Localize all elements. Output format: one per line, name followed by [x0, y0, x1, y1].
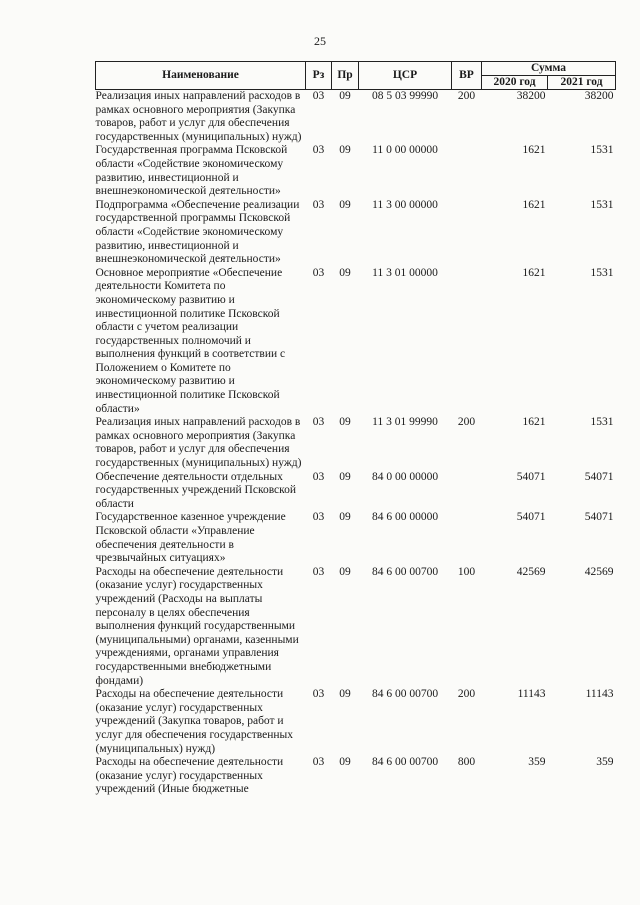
row-rz: 03 — [312, 198, 325, 211]
row-sum-2021: 1531 — [590, 144, 614, 157]
row-name: Подпрограмма «Обеспечение реализации государственной программы Псковской области «Содействие экономическому развитию, инвестиционной и внешнеэкономической деятельности» — [95, 198, 300, 266]
row-pr: 09 — [339, 511, 351, 524]
row-pr: 09 — [339, 416, 351, 429]
page-number: 25 — [314, 34, 326, 48]
table-row — [96, 471, 616, 512]
row-csr: 84 6 00 00700 — [371, 688, 439, 701]
row-vr: 200 — [457, 688, 476, 701]
row-pr: 09 — [339, 470, 351, 483]
row-vr — [452, 511, 482, 565]
row-sum-2021: 54071 — [584, 511, 614, 524]
row-csr: 11 3 01 00000 — [372, 266, 438, 279]
table-row — [96, 756, 616, 797]
row-sum-2021: 1531 — [590, 198, 614, 211]
row-vr: 200 — [457, 90, 476, 102]
header-name: Наименование — [96, 62, 306, 90]
row-sum-2021: 1531 — [590, 416, 614, 429]
table-row — [96, 416, 616, 470]
row-name: Государственное казенное учреждение Псковской области «Управление обеспечения деятельности в чрезвычайных ситуациях» — [95, 511, 286, 565]
row-rz: 03 — [312, 470, 325, 483]
table-body — [96, 90, 616, 797]
row-sum-2020: 1621 — [522, 198, 546, 211]
row-pr: 09 — [339, 565, 351, 578]
row-sum-2020: 38200 — [516, 90, 546, 102]
row-sum-2021: 1531 — [590, 266, 614, 279]
header-year-2021: 2021 год — [548, 76, 616, 90]
row-rz: 03 — [312, 756, 325, 769]
row-sum-2020: 11143 — [517, 688, 546, 701]
row-name: Государственная программа Псковской области «Содействие экономическому развитию, инвестиционной и внешнеэкономической деятельности» — [95, 144, 288, 198]
row-sum-2020: 54071 — [516, 470, 546, 483]
header-vr: ВР — [452, 62, 482, 90]
table-row — [96, 688, 616, 756]
row-vr — [452, 471, 482, 512]
row-vr — [452, 199, 482, 267]
row-vr — [452, 144, 482, 198]
row-sum-2020: 1621 — [522, 416, 546, 429]
row-rz: 03 — [312, 511, 325, 524]
table-row — [96, 267, 616, 417]
row-csr: 84 6 00 00700 — [371, 565, 439, 578]
row-vr — [452, 267, 482, 417]
row-pr: 09 — [339, 198, 351, 211]
row-name: Расходы на обеспечение деятельности (оказание услуг) государственных учреждений (Иные бюджетные — [95, 756, 284, 796]
row-sum-2020: 42569 — [516, 565, 546, 578]
row-pr: 09 — [339, 144, 351, 157]
row-csr: 11 3 00 00000 — [372, 198, 438, 211]
row-csr: 84 0 00 00000 — [371, 470, 439, 483]
row-rz: 03 — [312, 688, 325, 701]
row-pr: 09 — [339, 266, 351, 279]
row-vr: 200 — [457, 416, 476, 429]
row-sum-2020: 359 — [528, 756, 546, 769]
row-name: Основное мероприятие «Обеспечение деятельности Комитета по экономическому развитию и инвестиционной политике Псковской области с учетом реализации государственных полномочий и выполнения функций в соответствии с Положением о Комитете по экономическому развитию и инвестиционной политике Псковской области» — [95, 266, 286, 415]
row-rz: 03 — [312, 565, 325, 578]
table-row — [96, 511, 616, 565]
row-csr: 84 6 00 00000 — [371, 511, 439, 524]
row-rz: 03 — [312, 416, 325, 429]
header-rz: Рз — [306, 62, 332, 90]
row-rz: 03 — [312, 144, 325, 157]
row-csr: 08 5 03 99990 — [371, 90, 439, 102]
row-sum-2021: 38200 — [584, 90, 614, 102]
budget-table — [95, 61, 616, 797]
header-year-2020: 2020 год — [482, 76, 548, 90]
row-name: Расходы на обеспечение деятельности (оказание услуг) государственных учреждений (Закупка товаров, работ и услуг для обеспечения государственных (муниципальных) нужд) — [95, 688, 293, 755]
row-name: Обеспечение деятельности отдельных государственных учреждений Псковской области — [95, 470, 297, 510]
row-sum-2021: 11143 — [585, 688, 614, 701]
row-sum-2021: 54071 — [584, 470, 614, 483]
row-sum-2021: 42569 — [584, 565, 614, 578]
row-csr: 11 0 00 00000 — [372, 144, 438, 157]
row-name: Реализация иных направлений расходов в рамках основного мероприятия (Закупка товаров, работ и услуг для обеспечения государственных (муниципальных) нужд) — [95, 416, 302, 470]
table-row — [96, 90, 616, 145]
table-row — [96, 199, 616, 267]
table-header — [96, 62, 616, 90]
table-row — [96, 566, 616, 688]
header-sum: Сумма — [482, 62, 616, 76]
row-sum-2021: 359 — [596, 756, 614, 769]
row-csr: 11 3 01 99990 — [372, 416, 438, 429]
row-sum-2020: 54071 — [516, 511, 546, 524]
row-sum-2020: 1621 — [522, 144, 546, 157]
row-csr: 84 6 00 00700 — [371, 756, 439, 769]
row-rz: 03 — [312, 90, 325, 102]
header-csr: ЦСР — [359, 62, 452, 90]
row-name: Реализация иных направлений расходов в рамках основного мероприятия (Закупка товаров, работ и услуг для обеспечения государственных (муниципальных) нужд) — [95, 90, 302, 143]
row-pr: 09 — [339, 756, 351, 769]
table-row — [96, 144, 616, 198]
row-name: Расходы на обеспечение деятельности (оказание услуг) государственных учреждений (Расходы на выплаты персоналу в целях обеспечения выполнения функций государственными (муниципальными) органами, казенными учреждениями, органами управления государственными внебюджетными фондами) — [95, 565, 299, 687]
row-sum-2020: 1621 — [522, 266, 546, 279]
row-vr: 800 — [457, 756, 476, 769]
row-pr: 09 — [339, 90, 351, 102]
row-pr: 09 — [339, 688, 351, 701]
row-rz: 03 — [312, 266, 325, 279]
header-pr: Пр — [332, 62, 359, 90]
row-vr: 100 — [457, 565, 476, 578]
